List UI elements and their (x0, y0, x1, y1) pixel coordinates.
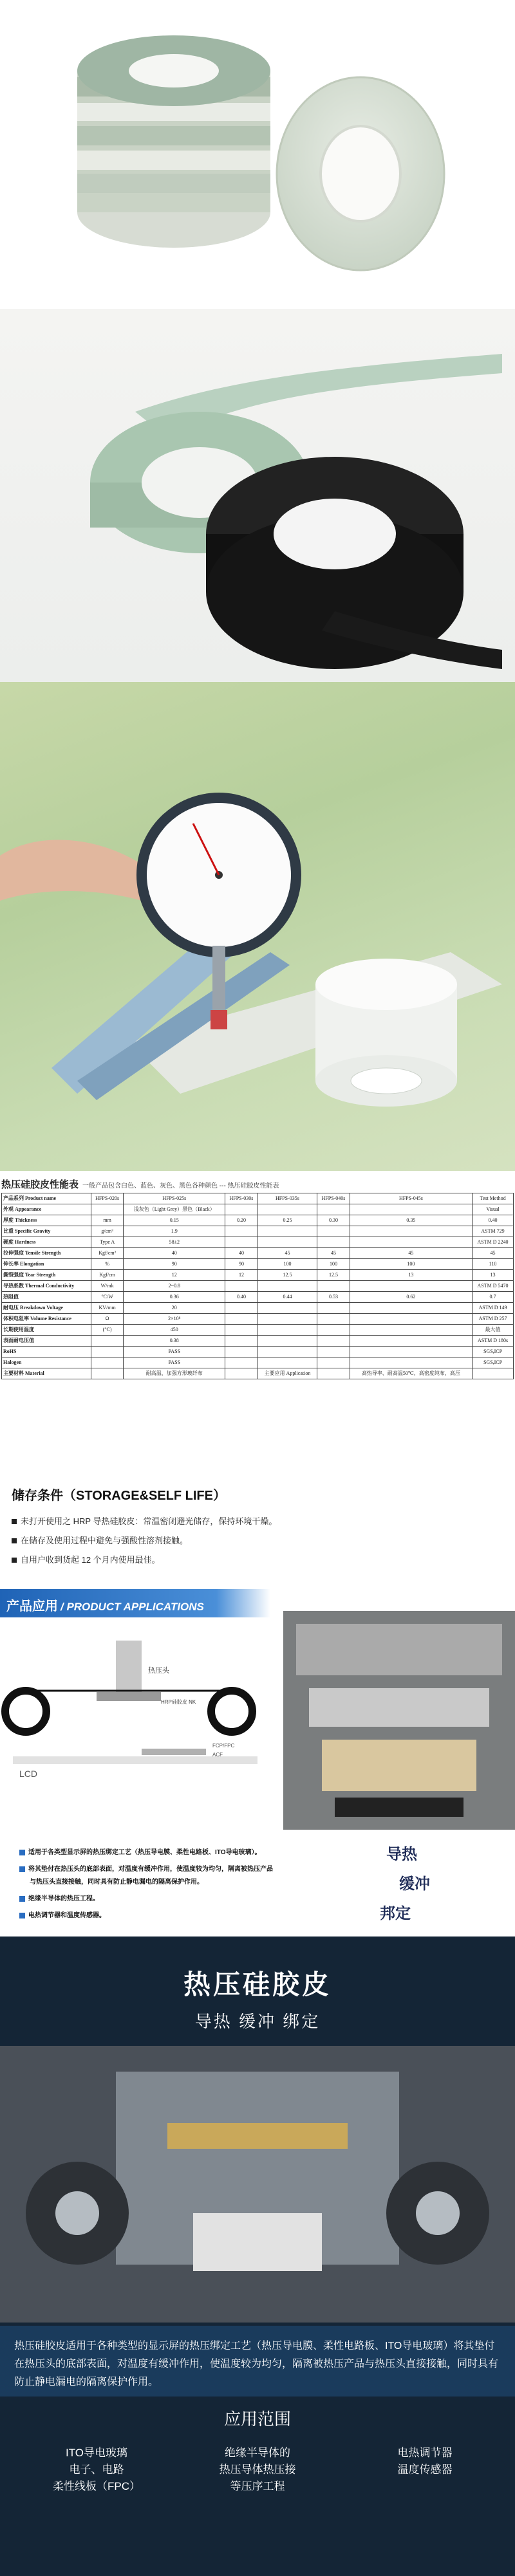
table-cell: 0.15 (124, 1215, 225, 1226)
table-cell: 20 (124, 1303, 225, 1314)
table-cell: W/mk (91, 1281, 124, 1292)
bullet-icon (12, 1538, 17, 1543)
table-header-row (2, 1193, 514, 1204)
table-cell (258, 1336, 317, 1347)
app-card-ito: ITO导电玻璃 电子、电路 柔性线板（FPC） (53, 2447, 140, 2492)
machine-closeup-photo (0, 2046, 515, 2323)
table-cell (317, 1281, 350, 1292)
table-cell: 40 (124, 1248, 225, 1259)
table-cell: 0.40 (225, 1292, 258, 1303)
table-cell: HFPS-020s (91, 1193, 124, 1204)
table-cell (317, 1357, 350, 1368)
table-cell: Halogen (2, 1357, 91, 1368)
table-cell: 100 (258, 1259, 317, 1270)
tag-buffer: 缓冲 (399, 1875, 430, 1893)
table-cell: 58±2 (124, 1237, 225, 1248)
table-cell: 2×10⁸ (124, 1314, 225, 1325)
table-cell (225, 1314, 258, 1325)
tape-rolls-illustration (0, 0, 515, 309)
table-cell (225, 1204, 258, 1215)
stacked-rolls (77, 35, 270, 248)
table-cell (258, 1237, 317, 1248)
bullet-icon (12, 1519, 17, 1524)
table-cell: 1.9 (124, 1226, 225, 1237)
table-cell: 0.25 (258, 1215, 317, 1226)
table-row (2, 1325, 514, 1336)
table-cell: 厚度 Thickness (2, 1215, 91, 1226)
table-cell: HFPS-040s (317, 1193, 350, 1204)
table-cell: 拉伸强度 Tensile Strength (2, 1248, 91, 1259)
table-cell (258, 1303, 317, 1314)
application-bullet: 适用于各类型显示屏的热压绑定工艺（热压导电膜、柔性电路板、ITO导电玻璃）。 (19, 1846, 261, 1856)
table-cell: HFPS-035s (258, 1193, 317, 1204)
table-cell: ASTM D 2240 (473, 1237, 514, 1248)
spec-table (1, 1193, 514, 1379)
table-cell (317, 1336, 350, 1347)
table-cell (350, 1237, 472, 1248)
table-cell (91, 1357, 124, 1368)
thickness-measurement-photo (0, 682, 515, 1171)
table-row (2, 1226, 514, 1237)
table-cell: HFPS-025s (124, 1193, 225, 1204)
feature-description-box: 热压硅胶皮适用于各种类型的显示屏的热压绑定工艺（热压导电膜、柔性电路板、ITO导电玻璃）将其垫付在热压头的底部表面，对温度有缓冲作用，使温度较为均匀，隔离被热压产品与热压头直接接触，同时具有防止静电漏电的隔离保护作用。 (0, 2326, 515, 2397)
application-bullet: 将其垫付在热压头的底部表面，对温度有缓冲作用，使温度较为均匀，隔离被热压产品 (19, 1863, 273, 1873)
table-cell (317, 1347, 350, 1357)
table-cell: 0.44 (258, 1292, 317, 1303)
standing-roll (277, 77, 444, 270)
table-cell: (°C) (91, 1325, 124, 1336)
app-card-thermistor: 电热调节器 温度传感器 (397, 2447, 453, 2476)
table-cell: 硬度 Hardness (2, 1237, 91, 1248)
table-cell: ASTM D 257 (473, 1314, 514, 1325)
table-cell: 导热系数 Thermal Conductivity (2, 1281, 91, 1292)
table-cell: 主要应用 Application (258, 1368, 317, 1379)
machine-photo (283, 1611, 515, 1830)
table-cell: 40 (225, 1248, 258, 1259)
table-cell: 主要材料 Material (2, 1368, 91, 1379)
table-cell: KV/mm (91, 1303, 124, 1314)
tag-heat: 导热 (386, 1845, 417, 1863)
table-cell: Type A (91, 1237, 124, 1248)
table-cell (317, 1303, 350, 1314)
table-row (2, 1259, 514, 1270)
table-cell (91, 1347, 124, 1357)
table-cell (91, 1368, 124, 1379)
table-cell (225, 1336, 258, 1347)
table-cell: PASS (124, 1357, 225, 1368)
applications-banner: 产品应用 / PRODUCT APPLICATIONS (0, 1589, 270, 1617)
applications-section (0, 1589, 515, 1937)
table-cell: 高热导率、耐高温50℃，高密度纯布，高压 (350, 1368, 472, 1379)
gauge-illustration (0, 682, 515, 1171)
table-cell (258, 1347, 317, 1357)
storage-line: 自用户收到货起 12 个月内使用最佳。 (12, 1553, 160, 1565)
table-cell: 产品系列 Product name (2, 1193, 91, 1204)
table-cell: 12 (225, 1270, 258, 1281)
table-cell: 表面耐电压值 (2, 1336, 91, 1347)
table-cell: 0.35 (350, 1215, 472, 1226)
table-cell (350, 1347, 472, 1357)
feature-section (0, 1937, 515, 2576)
bullet-icon (12, 1558, 17, 1563)
table-cell: 100 (317, 1259, 350, 1270)
table-cell: PASS (124, 1347, 225, 1357)
table-cell: 伸长率 Elongation (2, 1259, 91, 1270)
app-card-semiconductor: 绝缘半导体的 热压导体热压接 等压序工程 (219, 2447, 296, 2492)
table-cell: HFPS-030s (225, 1193, 258, 1204)
table-cell: 45 (473, 1248, 514, 1259)
spec-table-section (0, 1171, 515, 1480)
bullet-icon (19, 1896, 25, 1902)
table-cell: 0.38 (124, 1336, 225, 1347)
table-cell (317, 1314, 350, 1325)
table-cell (258, 1226, 317, 1237)
table-cell: ASTM D 149 (473, 1303, 514, 1314)
tag-bond: 邦定 (380, 1904, 411, 1922)
mint-black-rolls-illustration (0, 309, 515, 682)
table-cell: Kgf/cm (91, 1270, 124, 1281)
table-cell: ASTM D 5470 (473, 1281, 514, 1292)
table-cell (91, 1204, 124, 1215)
bonding-diagram (0, 1628, 277, 1801)
table-cell: ASTM 729 (473, 1226, 514, 1237)
table-row (2, 1204, 514, 1215)
table-cell (225, 1281, 258, 1292)
table-row (2, 1237, 514, 1248)
table-cell: 比重 Specific Gravity (2, 1226, 91, 1237)
table-cell: 12.5 (317, 1270, 350, 1281)
table-cell: 45 (317, 1248, 350, 1259)
bullet-icon (19, 1913, 25, 1918)
table-cell (350, 1357, 472, 1368)
table-cell: 100 (350, 1259, 472, 1270)
table-cell: 最大值 (473, 1325, 514, 1336)
svg-text:HRP硅胶皮 NK: HRP硅胶皮 NK (161, 1699, 196, 1705)
svg-text:FCP/FPC: FCP/FPC (212, 1743, 235, 1749)
table-cell: °C/W (91, 1292, 124, 1303)
table-cell (225, 1368, 258, 1379)
table-cell (317, 1325, 350, 1336)
table-cell: Ω (91, 1314, 124, 1325)
storage-section (0, 1480, 515, 1589)
table-cell (258, 1281, 317, 1292)
storage-line: 未打开使用之 HRP 导热硅胶皮：常温密闭避光储存，保持环境干燥。 (12, 1514, 277, 1527)
table-cell (91, 1336, 124, 1347)
table-cell (317, 1226, 350, 1237)
table-row (2, 1248, 514, 1259)
product-photo-rolls (0, 0, 515, 309)
table-cell (473, 1368, 514, 1379)
table-cell (225, 1347, 258, 1357)
table-cell: Test Method (473, 1193, 514, 1204)
feature-subtitle: 导热 缓冲 绑定 (194, 2012, 321, 2031)
table-cell: 0.30 (317, 1215, 350, 1226)
table-cell (225, 1357, 258, 1368)
table-cell: ASTM D 180s (473, 1336, 514, 1347)
table-cell: 撕裂强度 Tear Strength (2, 1270, 91, 1281)
table-cell: SGS,ICP (473, 1357, 514, 1368)
product-photo-colors (0, 309, 515, 682)
table-cell: RoHS (2, 1347, 91, 1357)
table-cell (317, 1237, 350, 1248)
table-row (2, 1357, 514, 1368)
table-row (2, 1368, 514, 1379)
svg-text:热压头: 热压头 (148, 1667, 169, 1675)
table-cell (350, 1204, 472, 1215)
table-cell (350, 1281, 472, 1292)
table-cell: 2~0.8 (124, 1281, 225, 1292)
table-cell (225, 1226, 258, 1237)
svg-text:LCD: LCD (19, 1769, 38, 1779)
app-range-title: 应用范围 (223, 2409, 291, 2429)
table-cell (317, 1204, 350, 1215)
bullet-icon (19, 1850, 25, 1855)
table-cell: 0.20 (225, 1215, 258, 1226)
table-cell: 45 (350, 1248, 472, 1259)
table-cell: 长期使用温度 (2, 1325, 91, 1336)
application-bullet: 电热调节器和温度传感器。 (19, 1909, 106, 1919)
table-cell (225, 1303, 258, 1314)
table-cell (350, 1336, 472, 1347)
table-cell: HFPS-045s (350, 1193, 472, 1204)
table-cell: 12 (124, 1270, 225, 1281)
table-cell: 浅灰色（Light Grey）黑色（Black） (124, 1204, 225, 1215)
black-roll (206, 457, 502, 669)
table-cell: 45 (258, 1248, 317, 1259)
table-cell (350, 1325, 472, 1336)
table-cell: 0.53 (317, 1292, 350, 1303)
storage-line: 在储存及使用过程中避免与强酸性溶剂接触。 (12, 1534, 188, 1546)
table-cell (225, 1237, 258, 1248)
table-cell (258, 1204, 317, 1215)
table-cell (258, 1314, 317, 1325)
table-cell: 0.7 (473, 1292, 514, 1303)
table-cell: 450 (124, 1325, 225, 1336)
table-cell: 90 (124, 1259, 225, 1270)
table-cell: 耐电压 Breakdown Voltage (2, 1303, 91, 1314)
table-cell: 外观 Appearance (2, 1204, 91, 1215)
bullet-icon (19, 1866, 25, 1872)
table-row (2, 1303, 514, 1314)
table-cell (317, 1368, 350, 1379)
table-cell (258, 1357, 317, 1368)
table-row (2, 1347, 514, 1357)
table-row (2, 1281, 514, 1292)
table-cell: SGS,ICP (473, 1347, 514, 1357)
storage-title: 储存条件（STORAGE&SELF LIFE） (12, 1489, 226, 1503)
table-cell: 110 (473, 1259, 514, 1270)
table-cell: 90 (225, 1259, 258, 1270)
table-cell (350, 1226, 472, 1237)
feature-title: 热压硅胶皮 (183, 1969, 332, 2000)
table-cell: Visual (473, 1204, 514, 1215)
table-row (2, 1215, 514, 1226)
application-bullet: 与热压头直接接触，同时具有防止静电漏电的隔离保护作用。 (30, 1879, 203, 1886)
table-cell: 体积电阻率 Volume Resistance (2, 1314, 91, 1325)
table-cell: Kgf/cm² (91, 1248, 124, 1259)
table-cell (350, 1303, 472, 1314)
table-cell (225, 1325, 258, 1336)
table-row (2, 1270, 514, 1281)
measured-roll (315, 959, 457, 1107)
table-cell (350, 1314, 472, 1325)
application-bullet: 绝缘半导体的热压工程。 (19, 1893, 99, 1902)
table-row (2, 1336, 514, 1347)
table-row (2, 1314, 514, 1325)
table-cell: 12.5 (258, 1270, 317, 1281)
table-cell: g/cm³ (91, 1226, 124, 1237)
table-cell: 热阻值 (2, 1292, 91, 1303)
table-cell: 0.36 (124, 1292, 225, 1303)
table-cell: 13 (473, 1270, 514, 1281)
table-cell: 0.40 (473, 1215, 514, 1226)
table-cell: 13 (350, 1270, 472, 1281)
table-cell: 0.62 (350, 1292, 472, 1303)
svg-text:ACF: ACF (212, 1752, 223, 1758)
table-cell: mm (91, 1215, 124, 1226)
table-row (2, 1292, 514, 1303)
spec-table-title: 热压硅胶皮性能表 一般产品包含白色、蓝色、灰色、黑色各种颜色 --- 热压硅胶皮性能表 (1, 1179, 279, 1190)
table-cell: % (91, 1259, 124, 1270)
table-cell (258, 1325, 317, 1336)
table-cell: 耐高温、加强方形玻纤布 (124, 1368, 225, 1379)
